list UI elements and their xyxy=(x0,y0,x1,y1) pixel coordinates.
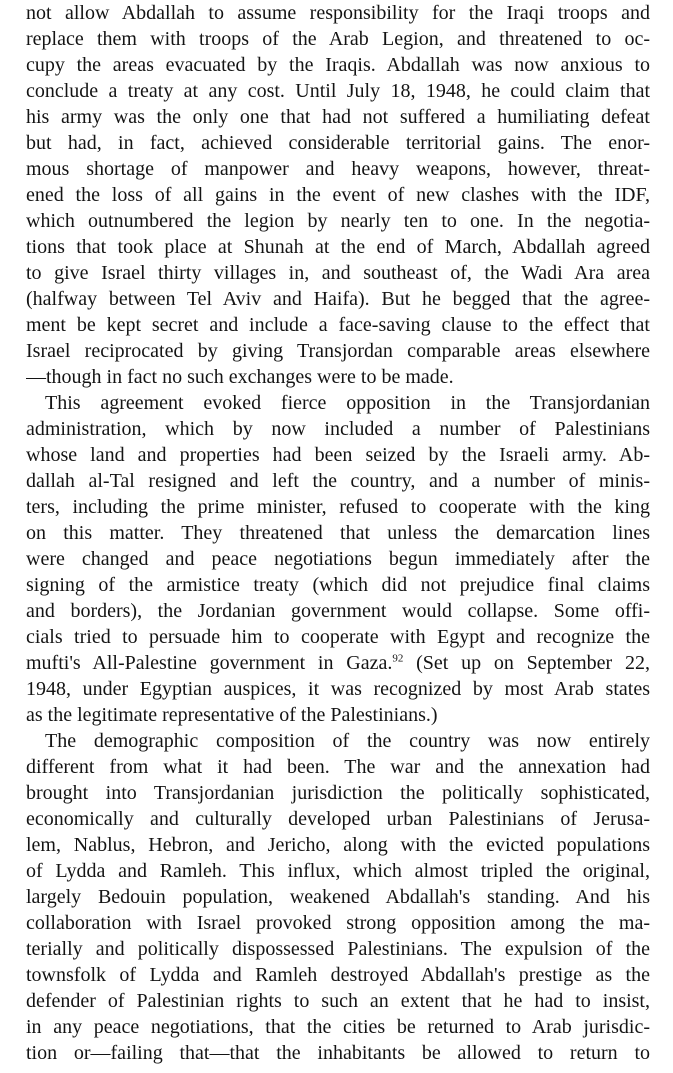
text-line: tions that took place at Shunah at the end of March, Abdallah agreed xyxy=(26,236,650,258)
text-line: in any peace negotiations, that the cities be returned to Arab jurisdic- xyxy=(26,1016,650,1038)
text-line: and borders), the Jordanian government would collapse. Some offi- xyxy=(26,600,650,622)
text-line: administration, which by now included a number of Palestinians xyxy=(26,418,650,440)
book-page-text xyxy=(26,0,650,1066)
text-line: whose land and properties had been seized by the Israeli army. Ab- xyxy=(26,444,650,466)
text-line: on this matter. They threatened that unless the demarcation lines xyxy=(26,522,650,544)
paragraph-start-line: This agreement evoked fierce opposition in the Transjordanian xyxy=(45,392,650,414)
text-line: tion or—failing that—that the inhabitants be allowed to return to xyxy=(26,1042,650,1064)
paragraph-start-line: The demographic composition of the country was now entirely xyxy=(45,730,650,752)
text-line: of Lydda and Ramleh. This influx, which almost tripled the original, xyxy=(26,860,650,882)
text-line: not allow Abdallah to assume responsibility for the Iraqi troops and xyxy=(26,2,650,24)
text-line: to give Israel thirty villages in, and southeast of, the Wadi Ara area xyxy=(26,262,650,284)
text-line: Israel reciprocated by giving Transjordan comparable areas elsewhere xyxy=(26,340,650,362)
text-line: replace them with troops of the Arab Legion, and threatened to oc- xyxy=(26,28,650,50)
text-segment: (Set up on September 22, xyxy=(403,652,650,674)
text-line: were changed and peace negotiations begun immediately after the xyxy=(26,548,650,570)
text-line: largely Bedouin population, weakened Abdallah's standing. And his xyxy=(26,886,650,908)
text-line: 1948, under Egyptian auspices, it was recognized by most Arab states xyxy=(26,678,650,700)
text-line: ened the loss of all gains in the event of new clashes with the IDF, xyxy=(26,184,650,206)
text-line: cials tried to persuade him to cooperate with Egypt and recognize the xyxy=(26,626,650,648)
text-line: but had, in fact, achieved considerable territorial gains. The enor- xyxy=(26,132,650,154)
text-line: dallah al-Tal resigned and left the country, and a number of minis- xyxy=(26,470,650,492)
text-line: as the legitimate representative of the Palestinians.) xyxy=(26,704,438,726)
text-line: different from what it had been. The war and the annexation had xyxy=(26,756,650,778)
text-line: signing of the armistice treaty (which did not prejudice final claims xyxy=(26,574,650,596)
text-line: terially and politically dispossessed Palestinians. The expulsion of the xyxy=(26,938,650,960)
text-line: brought into Transjordanian jurisdiction the politically sophisticated, xyxy=(26,782,650,804)
text-line: which outnumbered the legion by nearly ten to one. In the negotia- xyxy=(26,210,650,232)
text-line: mous shortage of manpower and heavy weapons, however, threat- xyxy=(26,158,650,180)
footnote-marker[interactable]: 92 xyxy=(392,652,404,665)
text-line: collaboration with Israel provoked strong opposition among the ma- xyxy=(26,912,650,934)
text-line: his army was the only one that had not suffered a humiliating defeat xyxy=(26,106,650,128)
text-line: (halfway between Tel Aviv and Haifa). But he begged that the agree- xyxy=(26,288,650,310)
text-line: townsfolk of Lydda and Ramleh destroyed Abdallah's prestige as the xyxy=(26,964,650,986)
text-line: economically and culturally developed urban Palestinians of Jerusa- xyxy=(26,808,650,830)
text-line: defender of Palestinian rights to such an extent that he had to insist, xyxy=(26,990,650,1012)
text-line: —though in fact no such exchanges were to be made. xyxy=(26,366,454,388)
text-segment: mufti's All-Palestine government in Gaza. xyxy=(26,652,393,674)
text-line: ment be kept secret and include a face-saving clause to the effect that xyxy=(26,314,650,336)
text-line-with-footnote xyxy=(26,650,650,676)
text-line: ters, including the prime minister, refused to cooperate with the king xyxy=(26,496,650,518)
text-line: conclude a treaty at any cost. Until July 18, 1948, he could claim that xyxy=(26,80,650,102)
text-line: lem, Nablus, Hebron, and Jericho, along with the evicted populations xyxy=(26,834,650,856)
text-line: cupy the areas evacuated by the Iraqis. Abdallah was now anxious to xyxy=(26,54,650,76)
